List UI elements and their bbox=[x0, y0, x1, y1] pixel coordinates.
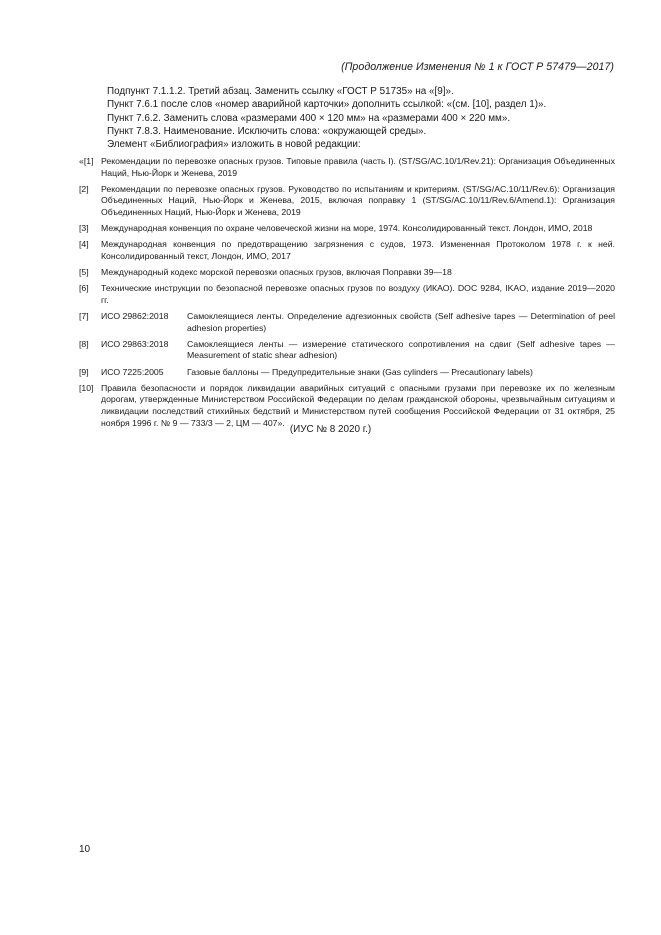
bibliography-entry bbox=[79, 223, 615, 235]
amendment-line: Элемент «Библиография» изложить в новой редакции: bbox=[107, 139, 361, 151]
standard-entry bbox=[79, 311, 615, 334]
amendment-line: Пункт 7.6.1 после слов «номер аварийной карточки» дополнить ссылкой: «(см. [10], раздел 1)». bbox=[107, 99, 547, 111]
bibliography-number: [5] bbox=[79, 267, 89, 278]
standard-title: Самоклеящиеся ленты. Определение адгезионных свойств (Self adhesive tapes — Determination of peel adhesion properties) bbox=[187, 311, 615, 333]
standard-entry bbox=[79, 367, 615, 379]
bibliography-number: [4] bbox=[79, 239, 89, 250]
bibliography-number: [7] bbox=[79, 311, 89, 322]
bibliography-entry bbox=[79, 267, 615, 279]
page-number: 10 bbox=[79, 844, 91, 855]
amendment-paragraphs bbox=[107, 85, 617, 151]
bibliography-text: Международный кодекс морской перевозки опасных грузов, включая Поправки 39—18 bbox=[101, 267, 452, 278]
bibliography-entry bbox=[79, 239, 615, 262]
bibliography-text: Международная конвенция по предотвращению загрязнения с судов, 1973. Измененная Протоколом 1978 г. к ней. Консолидированный текст, Лондон, ИМО, 2017 bbox=[101, 239, 615, 261]
bibliography-number: [6] bbox=[79, 283, 89, 294]
bibliography-text: Международная конвенция по охране человеческой жизни на море, 1974. Консолидированный текст. Лондон, ИМО, 2018 bbox=[101, 223, 593, 234]
bibliography-text: Технические инструкции по безопасной перевозке опасных грузов по воздуху (ИКАО). DOC 9284, IKAO, издание 2019—2020 гг. bbox=[101, 283, 615, 305]
bibliography-entry bbox=[79, 184, 615, 219]
bibliography-number: [3] bbox=[79, 223, 89, 234]
continuation-header: (Продолжение Изменения № 1 к ГОСТ Р 57479—2017) bbox=[341, 61, 614, 73]
standard-title: Самоклеящиеся ленты — измерение статического сопротивления на сдвиг (Self adhesive tapes — Measurement of static shear adhesion) bbox=[187, 338, 615, 361]
standard-code: ИСО 7225:2005 bbox=[101, 366, 164, 377]
amendment-line: Подпункт 7.1.1.2. Третий абзац. Заменить ссылку «ГОСТ Р 51735» на «[9]». bbox=[107, 86, 454, 97]
bibliography-number: [2] bbox=[79, 183, 89, 194]
standard-code: ИСО 29862:2018 bbox=[101, 311, 169, 322]
bibliography-number: [9] bbox=[79, 366, 89, 377]
bibliography-text: Правила безопасности и порядок ликвидации аварийных ситуаций с опасными грузами при перевозке их по железным дорогам, утвержденные Министерством Российской Федерации по делам гражданской обороны, чрезвычайным ситуациям и ликвидации последствий стихийных бедствий и Министерством путей сообщения Российской Федерации от 31 октября, 25 ноября 1996 г. № 9 — 733/3 — 2, ЦМ — 407». bbox=[101, 382, 615, 428]
standard-entry bbox=[79, 339, 615, 362]
standard-code: ИСО 29863:2018 bbox=[101, 338, 169, 349]
bibliography-entry bbox=[79, 156, 615, 179]
bibliography-number: «[1] bbox=[79, 156, 94, 166]
ius-reference: (ИУС № 8 2020 г.) bbox=[289, 424, 372, 435]
bibliography-entry bbox=[79, 383, 615, 429]
bibliography-number: [10] bbox=[79, 382, 94, 393]
bibliography-list bbox=[79, 156, 615, 434]
bibliography-entry bbox=[79, 283, 615, 306]
standard-title: Газовые баллоны — Предупредительные знаки (Gas cylinders — Precautionary labels) bbox=[187, 366, 533, 377]
bibliography-text: Рекомендации по перевозке опасных грузов. Руководство по испытаниям и критериям. (ST/SG/AC.10/11/Rev.6): Организация Объединенных Наций, Нью-Йорк и Женева, 2015, включая поправку 1 (ST/SG/AC.10/11/Rev.6/Amend.1): Организация Объединенных Наций, Нью-Йорк и Женева, 2019 bbox=[101, 183, 615, 217]
bibliography-number: [8] bbox=[79, 338, 89, 349]
amendment-line: Пункт 7.6.2. Заменить слова «размерами 400 × 120 мм» на «размерами 400 × 220 мм». bbox=[107, 112, 511, 124]
amendment-line: Пункт 7.8.3. Наименование. Исключить слова: «окружающей среды». bbox=[107, 125, 427, 137]
bibliography-text: Рекомендации по перевозке опасных грузов. Типовые правила (часть I). (ST/SG/AC.10/1/Rev.21): Организация Объединенных Наций, Нью-Йорк и Женева, 2019 bbox=[101, 156, 615, 178]
